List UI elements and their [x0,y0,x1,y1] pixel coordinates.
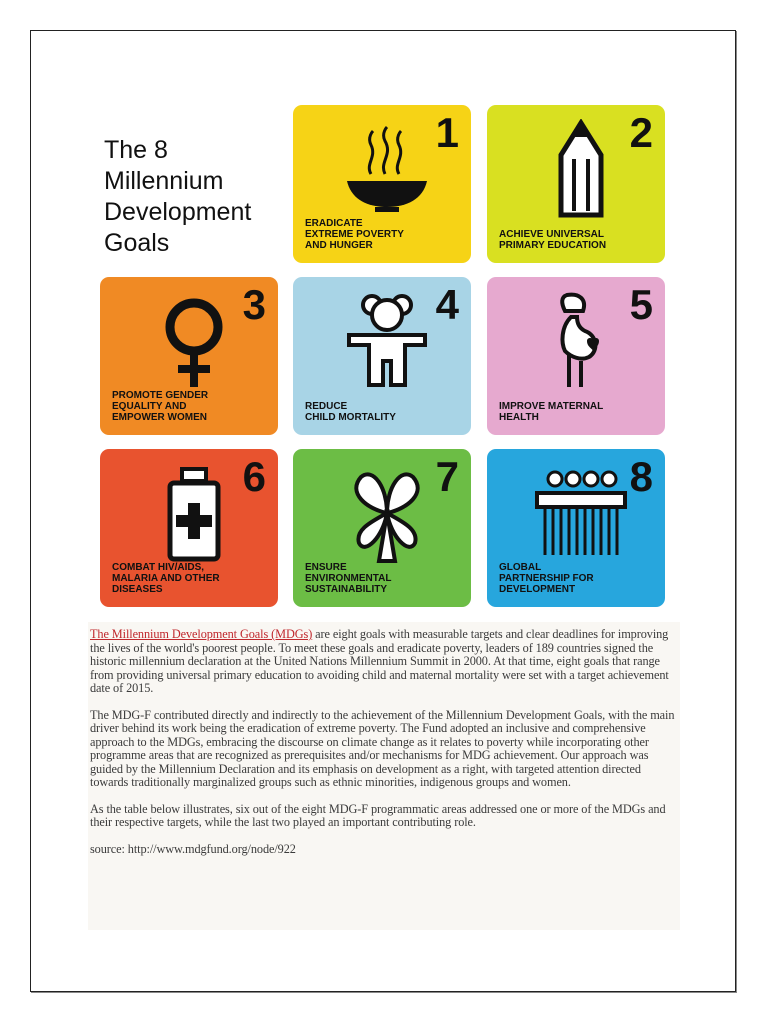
goal-number: 5 [629,281,653,328]
goal-tile-2 [487,105,665,263]
goal-label: COMBAT HIV/AIDS, MALARIA AND OTHER DISEASES [112,562,220,595]
paragraph-2: The MDG-F contributed directly and indirectly to the achievement of the Millennium Development Goals, with the main driver behind its work being the eradication of extreme poverty. The Fund adopted an inclusive and comprehensive approach to the MDGs, embracing the discourse on climate change as it relates to poverty while incorporating other programme areas that are recognized as prerequisites and/or mechanisms for MDG achievement. Our approach was guided by the Millennium Declaration and its emphasis on development as a right, with targeted attention directed towards traditionally marginalized groups such as ethnic minorities, indigenous groups and women. [90,707,675,789]
goal-tile-1 [293,105,471,263]
goal-tile-8 [487,449,665,607]
article-body [88,622,680,930]
goal-number: 3 [242,281,266,328]
pregnant-woman-icon [531,291,631,391]
goal-number: 4 [435,281,459,328]
paragraph-1-text: are eight goals with measurable targets and clear deadlines for improving the lives of the world's poorest people. To meet these goals and eradicate poverty, leaders of 189 countries signed the historic millennium declaration at the United Nations Millennium Summit in 2000. At that time, eight goals that range from providing universal primary education to avoiding child and maternal mortality were set with a target achievement date of 2015. [90,627,669,695]
goal-tile-3 [100,277,278,435]
goal-number: 1 [435,109,459,156]
goal-tile-6 [100,449,278,607]
child-icon [337,291,437,391]
goal-label: PROMOTE GENDER EQUALITY AND EMPOWER WOMEN [112,390,209,423]
paragraph-3: As the table below illustrates, six out of the eight MDG-F programmatic areas addressed one or more of the MDGs and their respective targets, while the last two played an important contributing role. [90,801,666,829]
goal-number: 2 [629,109,653,156]
female-symbol-icon [144,291,244,391]
goal-label: ERADICATE EXTREME POVERTY AND HUNGER [305,218,404,251]
goal-tile-7 [293,449,471,607]
tree-icon [337,463,437,563]
source-line: source: http://www.mdgfund.org/node/922 [90,841,296,856]
goal-number: 7 [435,453,459,500]
mdg-infographic [88,95,680,615]
goal-number: 6 [242,453,266,500]
people-group-icon [531,463,631,563]
paragraph-1 [90,628,678,696]
goal-label: IMPROVE MATERNAL HEALTH [499,401,604,423]
goal-label: ACHIEVE UNIVERSAL PRIMARY EDUCATION [499,229,607,251]
goal-label: ENSURE ENVIRONMENTAL SUSTAINABILITY [305,562,392,595]
medicine-jar-icon [144,463,244,563]
infographic-title: The 8 Millennium Development Goals [104,136,252,257]
goal-tile-4 [293,277,471,435]
bowl-steam-icon [337,119,437,219]
mdg-link[interactable]: The Millennium Development Goals (MDGs) [90,627,313,641]
goal-number: 8 [629,453,653,500]
goal-label: REDUCE CHILD MORTALITY [305,401,396,423]
pencil-icon [531,119,631,219]
goal-label: GLOBAL PARTNERSHIP FOR DEVELOPMENT [499,562,594,595]
goal-tile-5 [487,277,665,435]
